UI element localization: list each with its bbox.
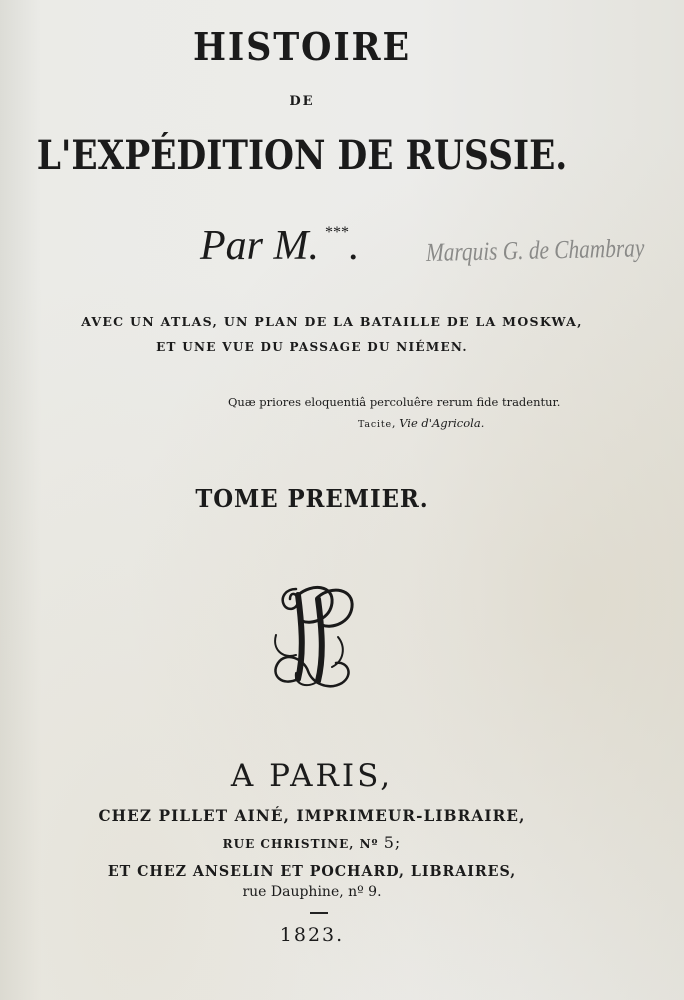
- publication-year: 1823.: [279, 924, 345, 946]
- epigraph-separator: ,: [391, 416, 400, 430]
- epigraph-work: Vie d'Agricola.: [399, 416, 485, 430]
- printer-monogram-icon: [268, 575, 360, 695]
- printer-address: [0, 833, 654, 852]
- author-by: Par M.: [200, 223, 319, 269]
- atlas-line-1: AVEC UN ATLAS, UN PLAN DE LA BATAILLE DE LA MOSKWA,: [81, 314, 583, 329]
- printer-address-number: 5;: [383, 833, 402, 852]
- title-connector: DE: [289, 94, 315, 109]
- volume-label: TOME PREMIER.: [195, 484, 429, 513]
- epigraph-author: Tacite: [358, 419, 392, 430]
- epigraph-attribution: [358, 416, 484, 430]
- booksellers-address: rue Dauphine, nº 9.: [242, 884, 382, 900]
- epigraph-quote: Quæ priores eloquentiâ percoluêre rerum fide tradentur.: [228, 395, 561, 409]
- title-subject: L'EXPÉDITION DE RUSSIE.: [36, 132, 568, 179]
- author-line: [200, 222, 430, 270]
- author-period: .: [349, 223, 360, 269]
- divider-rule: [310, 912, 328, 914]
- atlas-line-2: ET UNE VUE DU PASSAGE DU NIÉMEN.: [156, 340, 468, 354]
- publication-city: A PARIS,: [230, 758, 394, 794]
- printer-address-prefix: RUE CHRISTINE, Nº: [222, 837, 379, 851]
- printer-name: CHEZ PILLET AINÉ, IMPRIMEUR-LIBRAIRE,: [98, 806, 526, 825]
- author-stars: ***: [325, 224, 349, 241]
- booksellers-name: ET CHEZ ANSELIN ET POCHARD, LIBRAIRES,: [107, 862, 517, 880]
- title-main: HISTOIRE: [193, 24, 411, 69]
- handwritten-attribution: Marquis G. de Chambray: [425, 233, 645, 267]
